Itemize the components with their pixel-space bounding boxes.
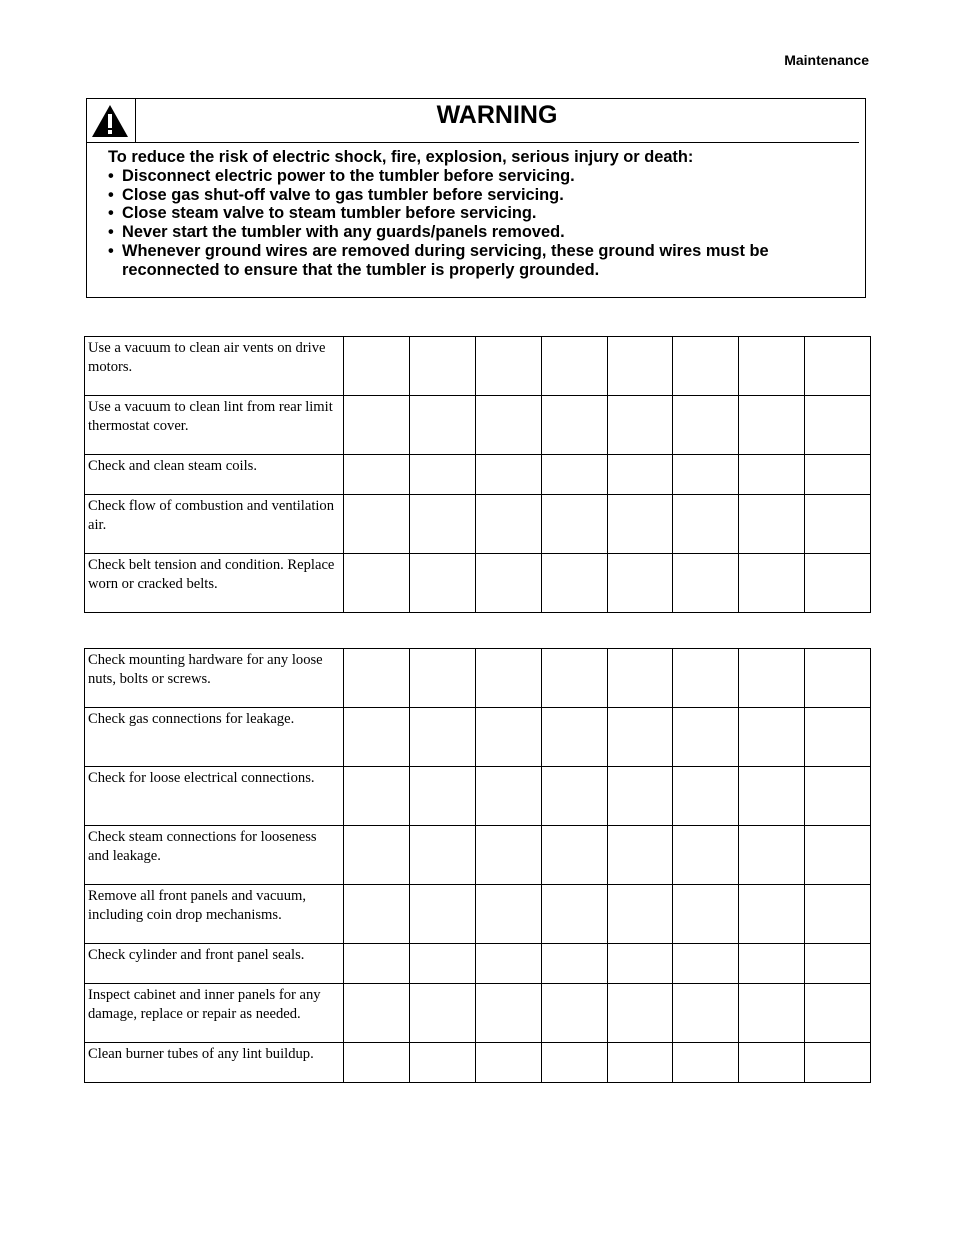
check-cell[interactable]: [673, 337, 739, 396]
check-cell[interactable]: [607, 826, 673, 885]
check-cell[interactable]: [409, 885, 475, 944]
table-row: [85, 984, 871, 1043]
check-cell[interactable]: [475, 495, 541, 554]
task-cell: Check and clean steam coils.: [85, 455, 344, 495]
check-cell[interactable]: [805, 767, 871, 826]
maintenance-table-1: [84, 336, 871, 613]
check-cell[interactable]: [673, 984, 739, 1043]
check-cell[interactable]: [475, 944, 541, 984]
check-cell[interactable]: [673, 708, 739, 767]
check-cell[interactable]: [739, 885, 805, 944]
task-cell: Check steam connections for looseness and leakage.: [85, 826, 344, 885]
warning-item-text: Close gas shut-off valve to gas tumbler before servicing.: [122, 185, 564, 204]
check-cell[interactable]: [739, 708, 805, 767]
check-cell[interactable]: [541, 826, 607, 885]
check-cell[interactable]: [805, 984, 871, 1043]
check-cell[interactable]: [344, 455, 410, 495]
table-row: [85, 826, 871, 885]
bullet-icon: •: [108, 223, 114, 242]
warning-body: [108, 148, 835, 280]
task-cell: Check gas connections for leakage.: [85, 708, 344, 767]
table-row: [85, 455, 871, 495]
task-cell: Check for loose electrical connections.: [85, 767, 344, 826]
check-cell[interactable]: [739, 649, 805, 708]
check-cell[interactable]: [673, 455, 739, 495]
check-cell[interactable]: [409, 708, 475, 767]
task-cell: Clean burner tubes of any lint buildup.: [85, 1043, 344, 1083]
warning-header: [87, 99, 859, 143]
table-row: [85, 944, 871, 984]
check-cell[interactable]: [475, 337, 541, 396]
table-row: [85, 767, 871, 826]
check-cell[interactable]: [344, 495, 410, 554]
check-cell[interactable]: [673, 1043, 739, 1083]
bullet-icon: •: [108, 204, 114, 223]
check-cell[interactable]: [607, 1043, 673, 1083]
check-cell[interactable]: [607, 767, 673, 826]
check-cell[interactable]: [805, 944, 871, 984]
check-cell[interactable]: [409, 455, 475, 495]
table-row: [85, 885, 871, 944]
check-cell[interactable]: [673, 885, 739, 944]
check-cell[interactable]: [541, 649, 607, 708]
check-cell[interactable]: [475, 649, 541, 708]
check-cell[interactable]: [344, 554, 410, 613]
table-row: [85, 495, 871, 554]
check-cell[interactable]: [541, 396, 607, 455]
warning-item-text: Close steam valve to steam tumbler before servicing.: [122, 204, 537, 223]
check-cell[interactable]: [739, 396, 805, 455]
check-cell[interactable]: [475, 1043, 541, 1083]
check-cell[interactable]: [739, 984, 805, 1043]
task-cell: Use a vacuum to clean lint from rear limit thermostat cover.: [85, 396, 344, 455]
task-cell: Check belt tension and condition. Replace worn or cracked belts.: [85, 554, 344, 613]
table-row: [85, 337, 871, 396]
check-cell[interactable]: [607, 944, 673, 984]
task-cell: Check mounting hardware for any loose nuts, bolts or screws.: [85, 649, 344, 708]
check-cell[interactable]: [673, 495, 739, 554]
check-cell[interactable]: [607, 984, 673, 1043]
check-cell[interactable]: [541, 337, 607, 396]
check-cell[interactable]: [541, 767, 607, 826]
check-cell[interactable]: [541, 1043, 607, 1083]
check-cell[interactable]: [607, 396, 673, 455]
check-cell[interactable]: [541, 944, 607, 984]
check-cell[interactable]: [475, 885, 541, 944]
check-cell[interactable]: [344, 984, 410, 1043]
check-cell[interactable]: [344, 826, 410, 885]
check-cell[interactable]: [409, 337, 475, 396]
table-row: [85, 554, 871, 613]
check-cell[interactable]: [344, 396, 410, 455]
section-header: Maintenance: [784, 52, 869, 68]
warning-item: [108, 242, 835, 280]
warning-title: WARNING: [436, 101, 558, 129]
check-cell[interactable]: [673, 554, 739, 613]
check-cell[interactable]: [739, 1043, 805, 1083]
check-cell[interactable]: [344, 337, 410, 396]
check-cell[interactable]: [607, 708, 673, 767]
warning-intro: To reduce the risk of electric shock, fire, explosion, serious injury or death:: [108, 148, 694, 166]
check-cell[interactable]: [475, 984, 541, 1043]
check-cell[interactable]: [607, 455, 673, 495]
check-cell[interactable]: [409, 767, 475, 826]
check-cell[interactable]: [805, 495, 871, 554]
check-cell[interactable]: [805, 708, 871, 767]
task-cell: Use a vacuum to clean air vents on drive motors.: [85, 337, 344, 396]
warning-item: [108, 204, 835, 223]
check-cell[interactable]: [739, 495, 805, 554]
check-cell[interactable]: [673, 944, 739, 984]
check-cell[interactable]: [409, 826, 475, 885]
check-cell[interactable]: [739, 944, 805, 984]
check-cell[interactable]: [805, 337, 871, 396]
warning-item-text: Whenever ground wires are removed during servicing, these ground wires must be reconnected to ensure that the tumbler is properly grounded.: [122, 241, 769, 279]
check-cell[interactable]: [805, 455, 871, 495]
check-cell[interactable]: [475, 396, 541, 455]
check-cell[interactable]: [805, 649, 871, 708]
warning-item: [108, 167, 835, 186]
check-cell[interactable]: [607, 885, 673, 944]
check-cell[interactable]: [541, 885, 607, 944]
check-cell[interactable]: [673, 396, 739, 455]
table-row: [85, 708, 871, 767]
check-cell[interactable]: [739, 767, 805, 826]
check-cell[interactable]: [805, 554, 871, 613]
check-cell[interactable]: [475, 767, 541, 826]
task-cell: Check flow of combustion and ventilation air.: [85, 495, 344, 554]
check-cell[interactable]: [805, 885, 871, 944]
check-cell[interactable]: [673, 826, 739, 885]
task-cell: Remove all front panels and vacuum, including coin drop mechanisms.: [85, 885, 344, 944]
check-cell[interactable]: [344, 708, 410, 767]
task-cell: Inspect cabinet and inner panels for any damage, replace or repair as needed.: [85, 984, 344, 1043]
table-row: [85, 396, 871, 455]
check-cell[interactable]: [475, 554, 541, 613]
check-cell[interactable]: [805, 826, 871, 885]
check-cell[interactable]: [541, 708, 607, 767]
bullet-icon: •: [108, 166, 114, 185]
table-row: [85, 1043, 871, 1083]
check-cell[interactable]: [344, 649, 410, 708]
maintenance-table-2: [84, 648, 871, 1083]
table-row: [85, 649, 871, 708]
check-cell[interactable]: [541, 554, 607, 613]
check-cell[interactable]: [739, 455, 805, 495]
check-cell[interactable]: [805, 1043, 871, 1083]
warning-item: [108, 186, 835, 205]
check-cell[interactable]: [475, 455, 541, 495]
check-cell[interactable]: [607, 495, 673, 554]
check-cell[interactable]: [409, 554, 475, 613]
check-cell[interactable]: [541, 455, 607, 495]
check-cell[interactable]: [344, 767, 410, 826]
check-cell[interactable]: [344, 1043, 410, 1083]
check-cell[interactable]: [607, 649, 673, 708]
warning-item-text: Disconnect electric power to the tumbler before servicing.: [122, 166, 575, 185]
check-cell[interactable]: [541, 495, 607, 554]
check-cell[interactable]: [673, 767, 739, 826]
check-cell[interactable]: [739, 826, 805, 885]
check-cell[interactable]: [805, 396, 871, 455]
bullet-icon: •: [108, 241, 114, 260]
warning-item: [108, 223, 835, 242]
check-cell[interactable]: [739, 554, 805, 613]
bullet-icon: •: [108, 185, 114, 204]
check-cell[interactable]: [409, 649, 475, 708]
task-cell: Check cylinder and front panel seals.: [85, 944, 344, 984]
warning-list: [108, 167, 835, 280]
check-cell[interactable]: [541, 984, 607, 1043]
warning-triangle-icon: [91, 104, 129, 138]
warning-item-text: Never start the tumbler with any guards/panels removed.: [122, 223, 565, 242]
warning-box: [86, 98, 866, 298]
check-cell[interactable]: [409, 1043, 475, 1083]
check-cell[interactable]: [409, 396, 475, 455]
check-cell[interactable]: [344, 944, 410, 984]
check-cell[interactable]: [475, 708, 541, 767]
check-cell[interactable]: [409, 984, 475, 1043]
check-cell[interactable]: [607, 554, 673, 613]
check-cell[interactable]: [409, 495, 475, 554]
check-cell[interactable]: [607, 337, 673, 396]
check-cell[interactable]: [475, 826, 541, 885]
check-cell[interactable]: [673, 649, 739, 708]
check-cell[interactable]: [409, 944, 475, 984]
check-cell[interactable]: [739, 337, 805, 396]
check-cell[interactable]: [344, 885, 410, 944]
